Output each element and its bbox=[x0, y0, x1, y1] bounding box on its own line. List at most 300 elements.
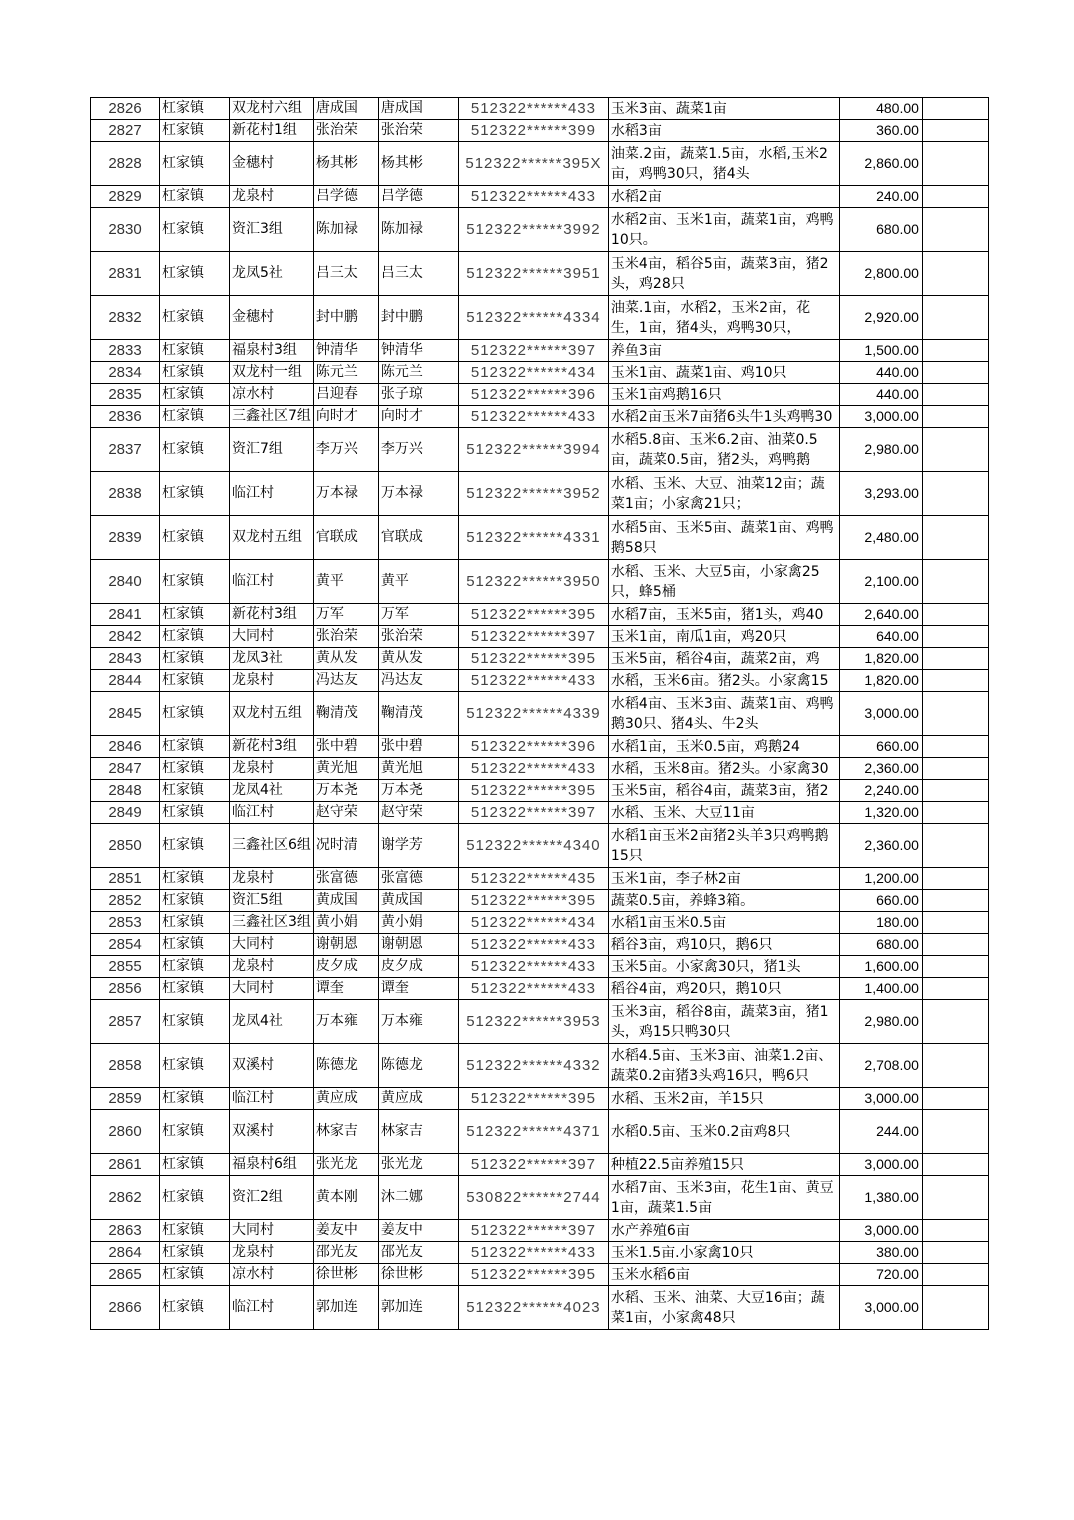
town-cell: 杠家镇 bbox=[160, 362, 230, 384]
table-row bbox=[91, 780, 989, 802]
row-number: 2856 bbox=[91, 978, 160, 1000]
id-number-cell: 512322******3951 bbox=[458, 252, 608, 296]
applicant-name-cell: 黄光旭 bbox=[313, 758, 378, 780]
payee-name-cell: 赵守荣 bbox=[378, 802, 458, 824]
row-number: 2854 bbox=[91, 934, 160, 956]
production-description-cell: 水稻7亩，玉米5亩，猪1头，鸡40 bbox=[608, 604, 839, 626]
id-number-cell: 512322******395X bbox=[458, 142, 608, 186]
blank-cell bbox=[922, 978, 988, 1000]
id-number-cell: 512322******433 bbox=[458, 934, 608, 956]
production-description-cell: 玉米1亩，南瓜1亩，鸡20只 bbox=[608, 626, 839, 648]
blank-cell bbox=[922, 1176, 988, 1220]
payee-name-cell: 黄从发 bbox=[378, 648, 458, 670]
id-number-cell: 512322******433 bbox=[458, 98, 608, 120]
row-number: 2838 bbox=[91, 472, 160, 516]
applicant-name-cell: 皮夕成 bbox=[313, 956, 378, 978]
applicant-name-cell: 张光龙 bbox=[313, 1154, 378, 1176]
row-number: 2855 bbox=[91, 956, 160, 978]
applicant-name-cell: 陈元兰 bbox=[313, 362, 378, 384]
blank-cell bbox=[922, 120, 988, 142]
row-number: 2827 bbox=[91, 120, 160, 142]
production-description-cell: 玉米3亩，稻谷8亩，蔬菜3亩，猪1头，鸡15只鸭30只 bbox=[608, 1000, 839, 1044]
id-number-cell: 512322******397 bbox=[458, 340, 608, 362]
id-number-cell: 512322******4334 bbox=[458, 296, 608, 340]
table-row bbox=[91, 384, 989, 406]
payee-name-cell: 向时才 bbox=[378, 406, 458, 428]
applicant-name-cell: 李万兴 bbox=[313, 428, 378, 472]
village-cell: 金穗村 bbox=[230, 296, 314, 340]
table-row bbox=[91, 406, 989, 428]
payee-name-cell: 徐世彬 bbox=[378, 1264, 458, 1286]
blank-cell bbox=[922, 1264, 988, 1286]
town-cell: 杠家镇 bbox=[160, 384, 230, 406]
id-number-cell: 512322******395 bbox=[458, 780, 608, 802]
payee-name-cell: 黄平 bbox=[378, 560, 458, 604]
payee-name-cell: 官联成 bbox=[378, 516, 458, 560]
village-cell: 资汇7组 bbox=[230, 428, 314, 472]
payee-name-cell: 张治荣 bbox=[378, 120, 458, 142]
row-number: 2826 bbox=[91, 98, 160, 120]
village-cell: 龙泉村 bbox=[230, 1242, 314, 1264]
production-description-cell: 水稻4亩、玉米3亩、蔬菜1亩、鸡鸭鹅30只、猪4头、牛2头 bbox=[608, 692, 839, 736]
village-cell: 龙凤3社 bbox=[230, 648, 314, 670]
town-cell: 杠家镇 bbox=[160, 1242, 230, 1264]
village-cell: 龙泉村 bbox=[230, 186, 314, 208]
table-row bbox=[91, 296, 989, 340]
id-number-cell: 512322******4332 bbox=[458, 1044, 608, 1088]
blank-cell bbox=[922, 1000, 988, 1044]
village-cell: 龙泉村 bbox=[230, 956, 314, 978]
table-row bbox=[91, 1044, 989, 1088]
table-row bbox=[91, 1242, 989, 1264]
amount-cell: 1,820.00 bbox=[839, 648, 922, 670]
table-row bbox=[91, 1154, 989, 1176]
applicant-name-cell: 邵光友 bbox=[313, 1242, 378, 1264]
table-row bbox=[91, 340, 989, 362]
payee-name-cell: 张光龙 bbox=[378, 1154, 458, 1176]
village-cell: 凉水村 bbox=[230, 384, 314, 406]
payee-name-cell: 张富德 bbox=[378, 868, 458, 890]
production-description-cell: 种植22.5亩养殖15只 bbox=[608, 1154, 839, 1176]
blank-cell bbox=[922, 406, 988, 428]
amount-cell: 680.00 bbox=[839, 208, 922, 252]
production-description-cell: 水稻，玉米6亩。猪2头。小家禽15 bbox=[608, 670, 839, 692]
applicant-name-cell: 陈德龙 bbox=[313, 1044, 378, 1088]
payee-name-cell: 李万兴 bbox=[378, 428, 458, 472]
amount-cell: 2,360.00 bbox=[839, 824, 922, 868]
table-row bbox=[91, 890, 989, 912]
applicant-name-cell: 钟清华 bbox=[313, 340, 378, 362]
village-cell: 新花村3组 bbox=[230, 736, 314, 758]
row-number: 2848 bbox=[91, 780, 160, 802]
town-cell: 杠家镇 bbox=[160, 252, 230, 296]
id-number-cell: 512322******433 bbox=[458, 956, 608, 978]
amount-cell: 680.00 bbox=[839, 934, 922, 956]
applicant-name-cell: 冯达友 bbox=[313, 670, 378, 692]
blank-cell bbox=[922, 758, 988, 780]
id-number-cell: 512322******3950 bbox=[458, 560, 608, 604]
applicant-name-cell: 赵守荣 bbox=[313, 802, 378, 824]
production-description-cell: 水稻、玉米、大豆11亩 bbox=[608, 802, 839, 824]
blank-cell bbox=[922, 296, 988, 340]
village-cell: 资汇5组 bbox=[230, 890, 314, 912]
town-cell: 杠家镇 bbox=[160, 142, 230, 186]
production-description-cell: 玉米1亩鸡鹅16只 bbox=[608, 384, 839, 406]
blank-cell bbox=[922, 736, 988, 758]
town-cell: 杠家镇 bbox=[160, 1286, 230, 1330]
town-cell: 杠家镇 bbox=[160, 956, 230, 978]
town-cell: 杠家镇 bbox=[160, 1154, 230, 1176]
payee-name-cell: 冯达友 bbox=[378, 670, 458, 692]
id-number-cell: 512322******396 bbox=[458, 384, 608, 406]
village-cell: 三鑫社区7组 bbox=[230, 406, 314, 428]
payee-name-cell: 黄光旭 bbox=[378, 758, 458, 780]
applicant-name-cell: 鞠清茂 bbox=[313, 692, 378, 736]
applicant-name-cell: 万本禄 bbox=[313, 472, 378, 516]
town-cell: 杠家镇 bbox=[160, 472, 230, 516]
village-cell: 双龙村一组 bbox=[230, 362, 314, 384]
applicant-name-cell: 杨其彬 bbox=[313, 142, 378, 186]
table-row bbox=[91, 626, 989, 648]
production-description-cell: 水稻2亩玉米7亩猪6头牛1头鸡鸭30 bbox=[608, 406, 839, 428]
amount-cell: 660.00 bbox=[839, 736, 922, 758]
blank-cell bbox=[922, 604, 988, 626]
row-number: 2840 bbox=[91, 560, 160, 604]
amount-cell: 3,293.00 bbox=[839, 472, 922, 516]
town-cell: 杠家镇 bbox=[160, 428, 230, 472]
id-number-cell: 512322******3952 bbox=[458, 472, 608, 516]
row-number: 2863 bbox=[91, 1220, 160, 1242]
production-description-cell: 水稻，玉米8亩。猪2头。小家禽30 bbox=[608, 758, 839, 780]
row-number: 2837 bbox=[91, 428, 160, 472]
production-description-cell: 玉米4亩，稻谷5亩，蔬菜3亩，猪2头，鸡28只 bbox=[608, 252, 839, 296]
village-cell: 金穗村 bbox=[230, 142, 314, 186]
payee-name-cell: 封中鹏 bbox=[378, 296, 458, 340]
village-cell: 新花村3组 bbox=[230, 604, 314, 626]
village-cell: 龙凤4社 bbox=[230, 1000, 314, 1044]
table-row bbox=[91, 516, 989, 560]
row-number: 2864 bbox=[91, 1242, 160, 1264]
payee-name-cell: 陈元兰 bbox=[378, 362, 458, 384]
subsidy-table bbox=[90, 97, 989, 1330]
payee-name-cell: 郭加连 bbox=[378, 1286, 458, 1330]
village-cell: 临江村 bbox=[230, 1088, 314, 1110]
table-row bbox=[91, 604, 989, 626]
village-cell: 资汇2组 bbox=[230, 1176, 314, 1220]
village-cell: 临江村 bbox=[230, 560, 314, 604]
production-description-cell: 玉米水稻6亩 bbox=[608, 1264, 839, 1286]
payee-name-cell: 谢学芳 bbox=[378, 824, 458, 868]
town-cell: 杠家镇 bbox=[160, 1176, 230, 1220]
payee-name-cell: 黄小娟 bbox=[378, 912, 458, 934]
row-number: 2851 bbox=[91, 868, 160, 890]
amount-cell: 1,320.00 bbox=[839, 802, 922, 824]
town-cell: 杠家镇 bbox=[160, 1000, 230, 1044]
production-description-cell: 油菜.2亩，蔬菜1.5亩，水稻,玉米2亩，鸡鸭30只，猪4头 bbox=[608, 142, 839, 186]
payee-name-cell: 张治荣 bbox=[378, 626, 458, 648]
payee-name-cell: 吕学德 bbox=[378, 186, 458, 208]
town-cell: 杠家镇 bbox=[160, 758, 230, 780]
payee-name-cell: 谭奎 bbox=[378, 978, 458, 1000]
table-row bbox=[91, 1286, 989, 1330]
row-number: 2847 bbox=[91, 758, 160, 780]
town-cell: 杠家镇 bbox=[160, 340, 230, 362]
village-cell: 双龙村五组 bbox=[230, 516, 314, 560]
payee-name-cell: 林家吉 bbox=[378, 1110, 458, 1154]
amount-cell: 1,600.00 bbox=[839, 956, 922, 978]
village-cell: 双溪村 bbox=[230, 1110, 314, 1154]
table-row bbox=[91, 252, 989, 296]
table-row bbox=[91, 1110, 989, 1154]
id-number-cell: 512322******395 bbox=[458, 1264, 608, 1286]
payee-name-cell: 黄应成 bbox=[378, 1088, 458, 1110]
town-cell: 杠家镇 bbox=[160, 1220, 230, 1242]
amount-cell: 2,708.00 bbox=[839, 1044, 922, 1088]
amount-cell: 3,000.00 bbox=[839, 406, 922, 428]
applicant-name-cell: 张富德 bbox=[313, 868, 378, 890]
id-number-cell: 512322******4340 bbox=[458, 824, 608, 868]
id-number-cell: 530822******2744 bbox=[458, 1176, 608, 1220]
blank-cell bbox=[922, 1110, 988, 1154]
town-cell: 杠家镇 bbox=[160, 736, 230, 758]
production-description-cell: 水稻4.5亩、玉米3亩、油菜1.2亩、蔬菜0.2亩猪3头鸡16只，鸭6只 bbox=[608, 1044, 839, 1088]
amount-cell: 240.00 bbox=[839, 186, 922, 208]
amount-cell: 3,000.00 bbox=[839, 1154, 922, 1176]
blank-cell bbox=[922, 1044, 988, 1088]
town-cell: 杠家镇 bbox=[160, 604, 230, 626]
table-row bbox=[91, 736, 989, 758]
town-cell: 杠家镇 bbox=[160, 670, 230, 692]
blank-cell bbox=[922, 98, 988, 120]
table-row bbox=[91, 120, 989, 142]
id-number-cell: 512322******4371 bbox=[458, 1110, 608, 1154]
id-number-cell: 512322******433 bbox=[458, 186, 608, 208]
payee-name-cell: 鞠清茂 bbox=[378, 692, 458, 736]
amount-cell: 2,480.00 bbox=[839, 516, 922, 560]
blank-cell bbox=[922, 934, 988, 956]
amount-cell: 2,920.00 bbox=[839, 296, 922, 340]
town-cell: 杠家镇 bbox=[160, 780, 230, 802]
table-row bbox=[91, 824, 989, 868]
blank-cell bbox=[922, 626, 988, 648]
row-number: 2843 bbox=[91, 648, 160, 670]
table-row bbox=[91, 758, 989, 780]
payee-name-cell: 万本尧 bbox=[378, 780, 458, 802]
amount-cell: 360.00 bbox=[839, 120, 922, 142]
blank-cell bbox=[922, 516, 988, 560]
village-cell: 新花村1组 bbox=[230, 120, 314, 142]
blank-cell bbox=[922, 1286, 988, 1330]
row-number: 2860 bbox=[91, 1110, 160, 1154]
table-row bbox=[91, 428, 989, 472]
town-cell: 杠家镇 bbox=[160, 296, 230, 340]
id-number-cell: 512322******433 bbox=[458, 670, 608, 692]
applicant-name-cell: 黄平 bbox=[313, 560, 378, 604]
production-description-cell: 稻谷3亩，鸡10只，鹅6只 bbox=[608, 934, 839, 956]
table-row bbox=[91, 934, 989, 956]
applicant-name-cell: 姜友中 bbox=[313, 1220, 378, 1242]
id-number-cell: 512322******433 bbox=[458, 978, 608, 1000]
production-description-cell: 水稻2亩 bbox=[608, 186, 839, 208]
blank-cell bbox=[922, 1242, 988, 1264]
table-row bbox=[91, 98, 989, 120]
amount-cell: 480.00 bbox=[839, 98, 922, 120]
table-row bbox=[91, 802, 989, 824]
production-description-cell: 水稻1亩玉米0.5亩 bbox=[608, 912, 839, 934]
village-cell: 双溪村 bbox=[230, 1044, 314, 1088]
village-cell: 龙泉村 bbox=[230, 758, 314, 780]
village-cell: 临江村 bbox=[230, 802, 314, 824]
blank-cell bbox=[922, 868, 988, 890]
town-cell: 杠家镇 bbox=[160, 1088, 230, 1110]
production-description-cell: 水稻、玉米、油菜、大豆16亩；蔬菜1亩，小家禽48只 bbox=[608, 1286, 839, 1330]
blank-cell bbox=[922, 208, 988, 252]
village-cell: 龙凤4社 bbox=[230, 780, 314, 802]
town-cell: 杠家镇 bbox=[160, 802, 230, 824]
amount-cell: 2,240.00 bbox=[839, 780, 922, 802]
town-cell: 杠家镇 bbox=[160, 516, 230, 560]
amount-cell: 1,400.00 bbox=[839, 978, 922, 1000]
town-cell: 杠家镇 bbox=[160, 824, 230, 868]
applicant-name-cell: 官联成 bbox=[313, 516, 378, 560]
production-description-cell: 玉米1亩、蔬菜1亩、鸡10只 bbox=[608, 362, 839, 384]
row-number: 2839 bbox=[91, 516, 160, 560]
amount-cell: 440.00 bbox=[839, 362, 922, 384]
blank-cell bbox=[922, 648, 988, 670]
payee-name-cell: 姜友中 bbox=[378, 1220, 458, 1242]
amount-cell: 3,000.00 bbox=[839, 1220, 922, 1242]
blank-cell bbox=[922, 384, 988, 406]
payee-name-cell: 皮夕成 bbox=[378, 956, 458, 978]
applicant-name-cell: 况时清 bbox=[313, 824, 378, 868]
blank-cell bbox=[922, 1088, 988, 1110]
village-cell: 大同村 bbox=[230, 1220, 314, 1242]
table-row bbox=[91, 362, 989, 384]
production-description-cell: 玉米1亩，李子林2亩 bbox=[608, 868, 839, 890]
id-number-cell: 512322******395 bbox=[458, 604, 608, 626]
town-cell: 杠家镇 bbox=[160, 1110, 230, 1154]
applicant-name-cell: 陈加禄 bbox=[313, 208, 378, 252]
blank-cell bbox=[922, 472, 988, 516]
row-number: 2861 bbox=[91, 1154, 160, 1176]
table-row bbox=[91, 1264, 989, 1286]
amount-cell: 1,820.00 bbox=[839, 670, 922, 692]
blank-cell bbox=[922, 186, 988, 208]
table-row bbox=[91, 868, 989, 890]
applicant-name-cell: 吕迎春 bbox=[313, 384, 378, 406]
blank-cell bbox=[922, 780, 988, 802]
row-number: 2831 bbox=[91, 252, 160, 296]
row-number: 2836 bbox=[91, 406, 160, 428]
production-description-cell: 水稻5.8亩、玉米6.2亩、油菜0.5亩，蔬菜0.5亩，猪2头，鸡鸭鹅 bbox=[608, 428, 839, 472]
applicant-name-cell: 黄应成 bbox=[313, 1088, 378, 1110]
blank-cell bbox=[922, 692, 988, 736]
production-description-cell: 玉米5亩，稻谷4亩，蔬菜2亩，鸡 bbox=[608, 648, 839, 670]
row-number: 2865 bbox=[91, 1264, 160, 1286]
village-cell: 福泉村3组 bbox=[230, 340, 314, 362]
applicant-name-cell: 黄小娟 bbox=[313, 912, 378, 934]
row-number: 2850 bbox=[91, 824, 160, 868]
amount-cell: 2,800.00 bbox=[839, 252, 922, 296]
town-cell: 杠家镇 bbox=[160, 868, 230, 890]
row-number: 2830 bbox=[91, 208, 160, 252]
id-number-cell: 512322******4331 bbox=[458, 516, 608, 560]
production-description-cell: 水产养殖6亩 bbox=[608, 1220, 839, 1242]
row-number: 2852 bbox=[91, 890, 160, 912]
amount-cell: 640.00 bbox=[839, 626, 922, 648]
blank-cell bbox=[922, 428, 988, 472]
amount-cell: 440.00 bbox=[839, 384, 922, 406]
id-number-cell: 512322******4023 bbox=[458, 1286, 608, 1330]
applicant-name-cell: 吕三太 bbox=[313, 252, 378, 296]
id-number-cell: 512322******435 bbox=[458, 868, 608, 890]
id-number-cell: 512322******3992 bbox=[458, 208, 608, 252]
table-row bbox=[91, 560, 989, 604]
amount-cell: 1,380.00 bbox=[839, 1176, 922, 1220]
amount-cell: 3,000.00 bbox=[839, 692, 922, 736]
amount-cell: 1,200.00 bbox=[839, 868, 922, 890]
village-cell: 龙凤5社 bbox=[230, 252, 314, 296]
amount-cell: 2,640.00 bbox=[839, 604, 922, 626]
applicant-name-cell: 向时才 bbox=[313, 406, 378, 428]
payee-name-cell: 张中碧 bbox=[378, 736, 458, 758]
applicant-name-cell: 封中鹏 bbox=[313, 296, 378, 340]
town-cell: 杠家镇 bbox=[160, 626, 230, 648]
applicant-name-cell: 张治荣 bbox=[313, 120, 378, 142]
applicant-name-cell: 谭奎 bbox=[313, 978, 378, 1000]
amount-cell: 380.00 bbox=[839, 1242, 922, 1264]
applicant-name-cell: 郭加连 bbox=[313, 1286, 378, 1330]
applicant-name-cell: 万本雍 bbox=[313, 1000, 378, 1044]
town-cell: 杠家镇 bbox=[160, 120, 230, 142]
blank-cell bbox=[922, 362, 988, 384]
applicant-name-cell: 林家吉 bbox=[313, 1110, 378, 1154]
applicant-name-cell: 万军 bbox=[313, 604, 378, 626]
blank-cell bbox=[922, 560, 988, 604]
blank-cell bbox=[922, 956, 988, 978]
id-number-cell: 512322******397 bbox=[458, 802, 608, 824]
table-row bbox=[91, 692, 989, 736]
village-cell: 福泉村6组 bbox=[230, 1154, 314, 1176]
id-number-cell: 512322******3994 bbox=[458, 428, 608, 472]
row-number: 2849 bbox=[91, 802, 160, 824]
row-number: 2845 bbox=[91, 692, 160, 736]
row-number: 2866 bbox=[91, 1286, 160, 1330]
id-number-cell: 512322******434 bbox=[458, 912, 608, 934]
amount-cell: 660.00 bbox=[839, 890, 922, 912]
town-cell: 杠家镇 bbox=[160, 1264, 230, 1286]
town-cell: 杠家镇 bbox=[160, 1044, 230, 1088]
amount-cell: 2,360.00 bbox=[839, 758, 922, 780]
payee-name-cell: 黄成国 bbox=[378, 890, 458, 912]
production-description-cell: 水稻0.5亩、玉米0.2亩鸡8只 bbox=[608, 1110, 839, 1154]
applicant-name-cell: 徐世彬 bbox=[313, 1264, 378, 1286]
town-cell: 杠家镇 bbox=[160, 934, 230, 956]
production-description-cell: 养鱼3亩 bbox=[608, 340, 839, 362]
applicant-name-cell: 万本尧 bbox=[313, 780, 378, 802]
table-row bbox=[91, 186, 989, 208]
town-cell: 杠家镇 bbox=[160, 406, 230, 428]
row-number: 2853 bbox=[91, 912, 160, 934]
production-description-cell: 稻谷4亩，鸡20只，鹅10只 bbox=[608, 978, 839, 1000]
id-number-cell: 512322******3953 bbox=[458, 1000, 608, 1044]
table-row bbox=[91, 472, 989, 516]
applicant-name-cell: 黄成国 bbox=[313, 890, 378, 912]
applicant-name-cell: 黄从发 bbox=[313, 648, 378, 670]
payee-name-cell: 万本雍 bbox=[378, 1000, 458, 1044]
id-number-cell: 512322******397 bbox=[458, 1154, 608, 1176]
town-cell: 杠家镇 bbox=[160, 978, 230, 1000]
